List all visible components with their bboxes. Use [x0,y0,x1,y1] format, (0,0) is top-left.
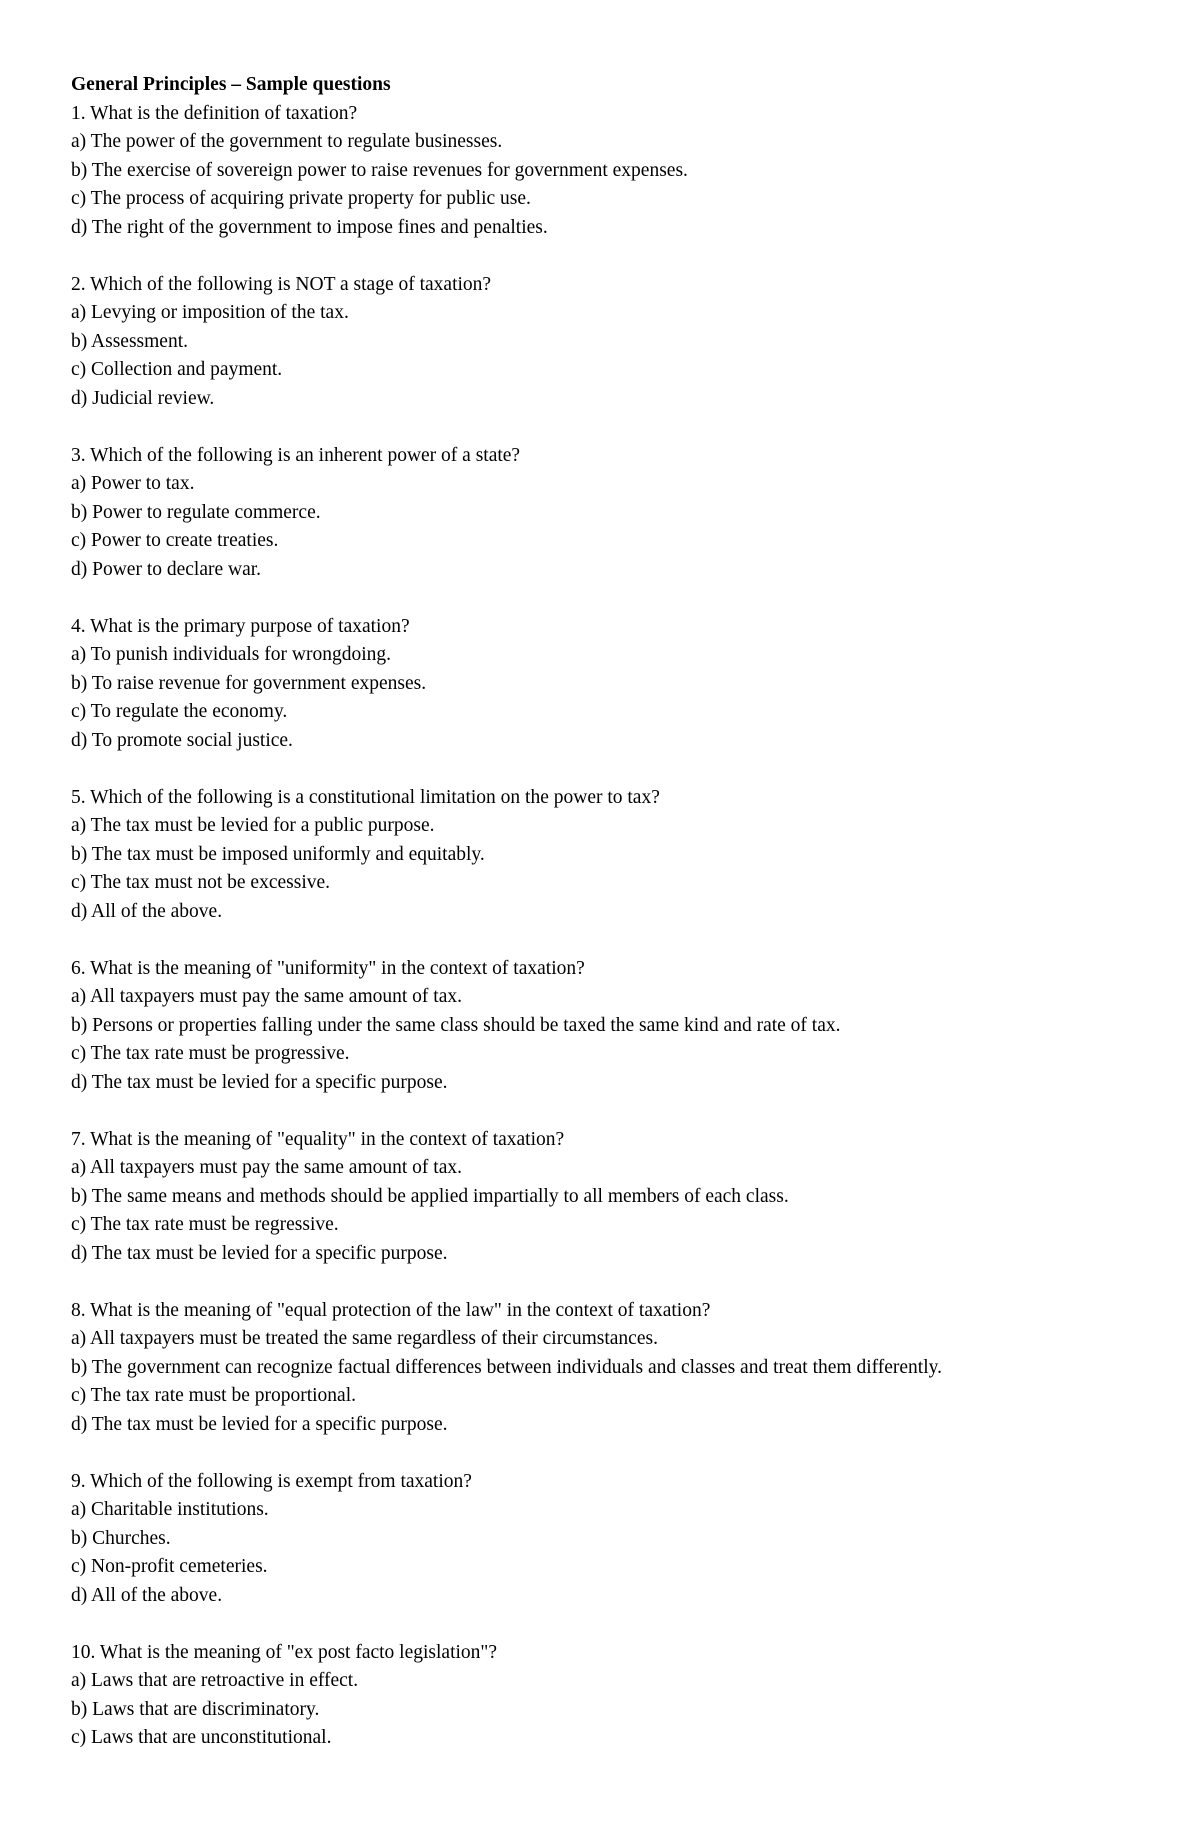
answer-option-c: c) The tax rate must be progressive. [71,1043,350,1064]
question-text: 10. What is the meaning of "ex post facto legislation"? [71,1641,498,1663]
question-text: 3. Which of the following is an inherent power of a state? [71,444,521,466]
answer-option-b: b) The exercise of sovereign power to raise revenues for government expenses. [71,159,688,181]
answer-option-a: a) All taxpayers must be treated the same regardless of their circumstances. [71,1328,658,1349]
answer-option-b: b) Power to regulate commerce. [71,501,321,523]
question-8 [71,1297,1171,1440]
answer-option-b: b) To raise revenue for government expenses. [71,672,427,694]
answer-option-d: d) The tax must be levied for a specific purpose. [71,1071,448,1093]
answer-option-a: a) All taxpayers must pay the same amount of tax. [71,986,462,1007]
question-text: 1. What is the definition of taxation? [71,102,358,124]
question-9 [71,1468,1171,1611]
answer-option-c: c) Power to create treaties. [71,530,279,551]
answer-option-c: c) The tax must not be excessive. [71,872,331,893]
answer-option-d: d) All of the above. [71,900,223,922]
document-body [71,71,1171,1781]
answer-option-c: c) Collection and payment. [71,359,283,380]
answer-option-a: a) To punish individuals for wrongdoing. [71,644,391,665]
question-text: 6. What is the meaning of "uniformity" in the context of taxation? [71,957,585,979]
answer-option-a: a) Laws that are retroactive in effect. [71,1670,359,1691]
answer-option-a: a) All taxpayers must pay the same amount of tax. [71,1157,462,1178]
question-3 [71,442,1171,585]
answer-option-c: c) To regulate the economy. [71,701,288,722]
question-text: 4. What is the primary purpose of taxation? [71,615,410,637]
answer-option-d: d) All of the above. [71,1584,223,1606]
answer-option-a: a) Power to tax. [71,473,195,494]
question-text: 9. Which of the following is exempt from taxation? [71,1470,472,1492]
answer-option-d: d) The tax must be levied for a specific purpose. [71,1242,448,1264]
answer-option-d: d) The tax must be levied for a specific purpose. [71,1413,448,1435]
question-text: 2. Which of the following is NOT a stage of taxation? [71,273,492,295]
answer-option-b: b) Laws that are discriminatory. [71,1698,320,1720]
question-2 [71,271,1171,414]
document-title: General Principles – Sample questions [71,74,391,95]
answer-option-b: b) Assessment. [71,330,188,352]
answer-option-b: b) The tax must be imposed uniformly and equitably. [71,843,485,865]
question-6 [71,955,1171,1098]
answer-option-d: d) The right of the government to impose fines and penalties. [71,216,548,238]
answer-option-b: b) The same means and methods should be applied impartially to all members of each class. [71,1185,789,1207]
answer-option-c: c) The tax rate must be regressive. [71,1214,339,1235]
question-4 [71,613,1171,756]
question-1 [71,100,1171,243]
question-10 [71,1639,1171,1753]
answer-option-d: d) To promote social justice. [71,729,293,751]
answer-option-d: d) Judicial review. [71,387,215,409]
question-5 [71,784,1171,927]
answer-option-b: b) Persons or properties falling under the same class should be taxed the same kind and rate of tax. [71,1014,841,1036]
answer-option-c: c) The process of acquiring private property for public use. [71,188,531,209]
answer-option-b: b) Churches. [71,1527,171,1549]
answer-option-c: c) Laws that are unconstitutional. [71,1727,332,1748]
answer-option-a: a) Charitable institutions. [71,1499,269,1520]
question-text: 8. What is the meaning of "equal protection of the law" in the context of taxation? [71,1299,711,1321]
question-text: 7. What is the meaning of "equality" in the context of taxation? [71,1128,565,1150]
question-7 [71,1126,1171,1269]
answer-option-a: a) The power of the government to regulate businesses. [71,131,503,152]
question-text: 5. Which of the following is a constitutional limitation on the power to tax? [71,786,660,808]
answer-option-a: a) The tax must be levied for a public purpose. [71,815,435,836]
answer-option-c: c) Non-profit cemeteries. [71,1556,268,1577]
answer-option-d: d) Power to declare war. [71,558,262,580]
answer-option-a: a) Levying or imposition of the tax. [71,302,349,323]
answer-option-c: c) The tax rate must be proportional. [71,1385,357,1406]
answer-option-b: b) The government can recognize factual differences between individuals and classes and treat them differently. [71,1356,943,1378]
